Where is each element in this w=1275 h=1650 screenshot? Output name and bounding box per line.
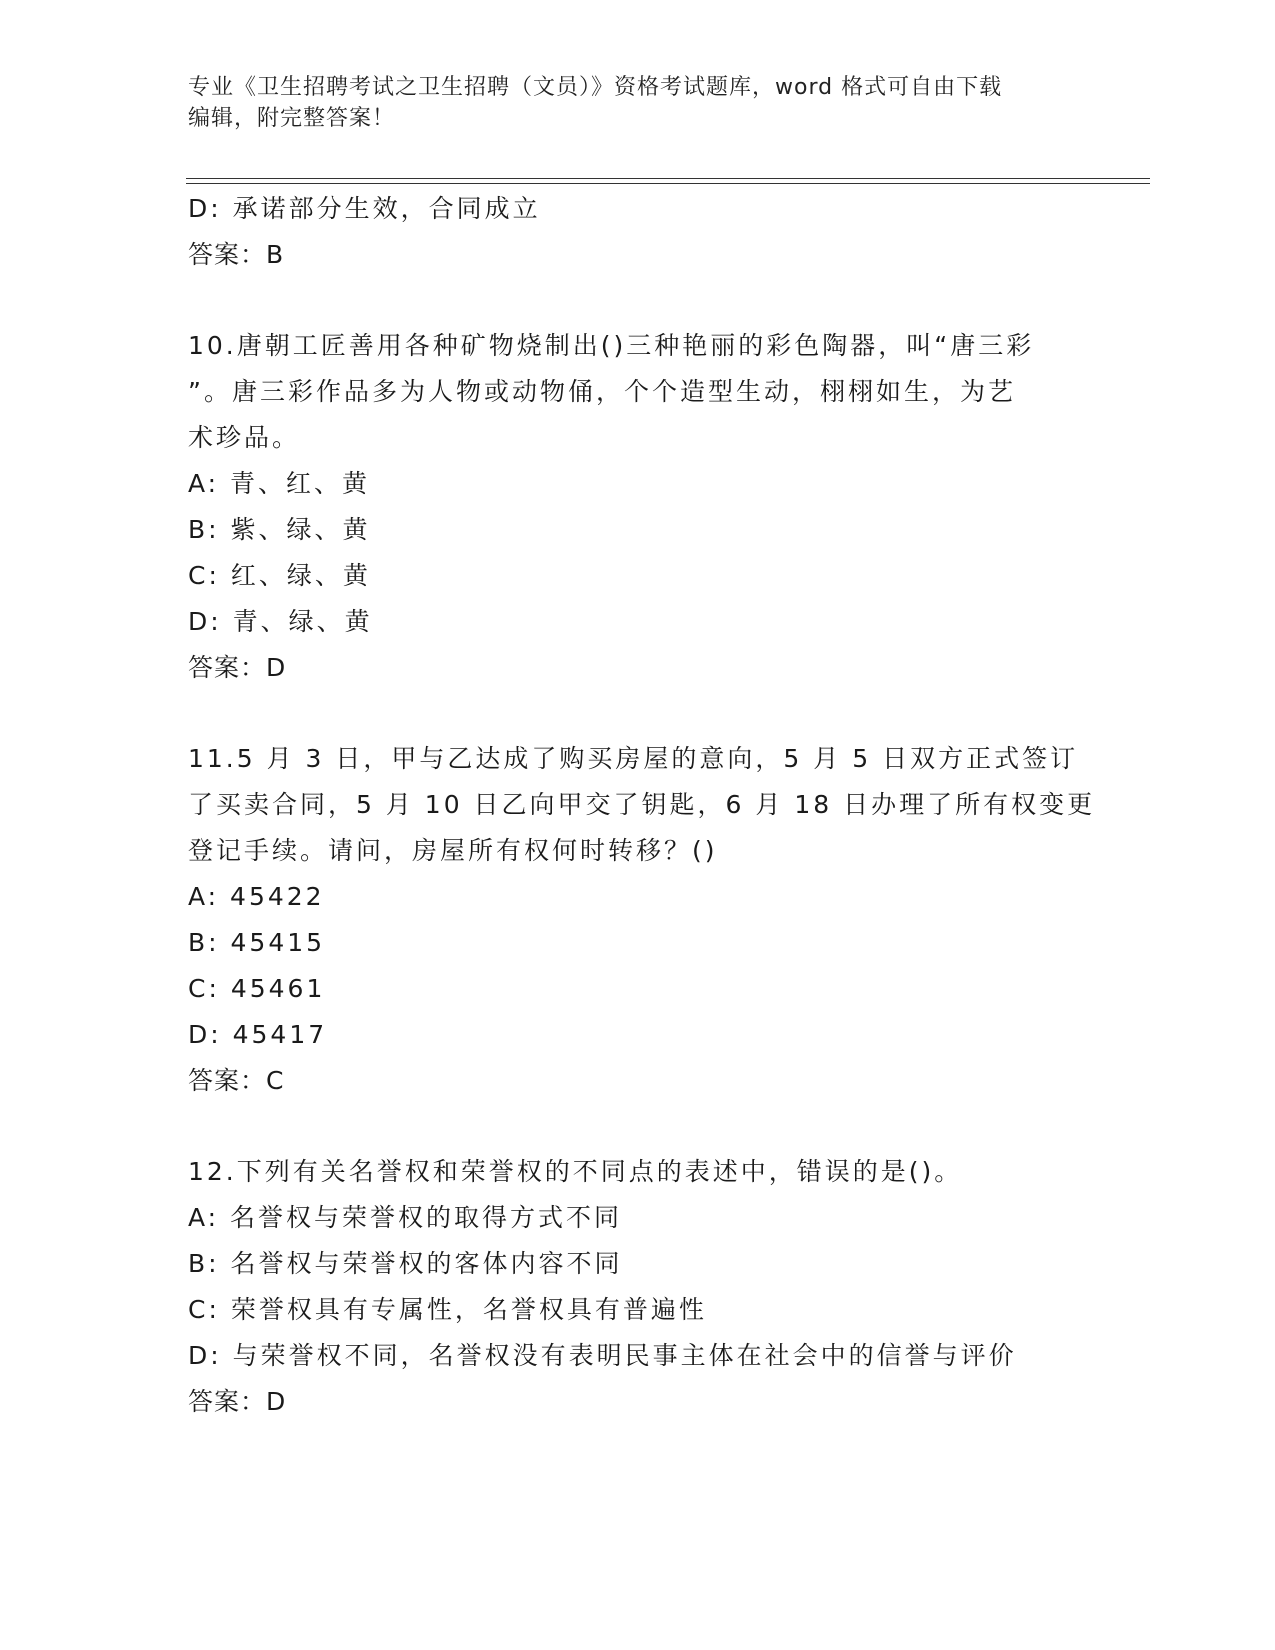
header-divider-bottom (186, 183, 1150, 184)
option-b: B: 紫、绿、黄 (188, 515, 371, 544)
option-a: A: 青、红、黄 (188, 469, 371, 498)
header-line-2: 编辑，附完整答案！ (188, 106, 396, 131)
header-line-1: 专业《卫生招聘考试之卫生招聘（文员）》资格考试题库，word 格式可自由下载 (188, 75, 1003, 100)
spacer (188, 1104, 1088, 1149)
option-b: B: 45415 (188, 928, 326, 957)
option-b: B: 名誉权与荣誉权的客体内容不同 (188, 1249, 623, 1278)
answer-line: 答案：D (188, 1387, 287, 1416)
question-text-line: 了买卖合同，5 月 10 日乙向甲交了钥匙，6 月 18 日办理了所有权变更 (188, 790, 1096, 819)
question-11 (188, 736, 1096, 1104)
spacer (188, 691, 1088, 736)
option-a: A: 45422 (188, 882, 325, 911)
option-c: C: 荣誉权具有专属性，名誉权具有普遍性 (188, 1295, 707, 1324)
answer-line: 答案：B (188, 240, 285, 269)
answer-line: 答案：D (188, 653, 287, 682)
question-content (188, 186, 1096, 1425)
question-text-line: ”。唐三彩作品多为人物或动物俑，个个造型生动，栩栩如生，为艺 (188, 377, 1016, 406)
question-text-line: 登记手续。请问，房屋所有权何时转移？() (188, 836, 718, 865)
question-text-line: 11.5 月 3 日，甲与乙达成了购买房屋的意向，5 月 5 日双方正式签订 (188, 744, 1079, 773)
option-d: D: 承诺部分生效，合同成立 (188, 194, 541, 223)
question-12 (188, 1149, 1088, 1425)
header-divider-top (186, 178, 1150, 179)
option-a: A: 名誉权与荣誉权的取得方式不同 (188, 1203, 623, 1232)
answer-line: 答案：C (188, 1066, 285, 1095)
option-c: C: 红、绿、黄 (188, 561, 371, 590)
page-header (188, 72, 1068, 134)
spacer (188, 278, 1088, 323)
question-text-line: 术珍品。 (188, 423, 301, 452)
option-c: C: 45461 (188, 974, 326, 1003)
option-d: D: 与荣誉权不同，名誉权没有表明民事主体在社会中的信誉与评价 (188, 1341, 1017, 1370)
previous-question-tail (188, 186, 1088, 278)
question-text-line: 10.唐朝工匠善用各种矿物烧制出()三种艳丽的彩色陶器，叫“唐三彩 (188, 331, 1035, 360)
question-10 (188, 323, 1088, 691)
option-d: D: 45417 (188, 1020, 328, 1049)
question-text-line: 12.下列有关名誉权和荣誉权的不同点的表述中，错误的是()。 (188, 1157, 963, 1186)
option-d: D: 青、绿、黄 (188, 607, 373, 636)
